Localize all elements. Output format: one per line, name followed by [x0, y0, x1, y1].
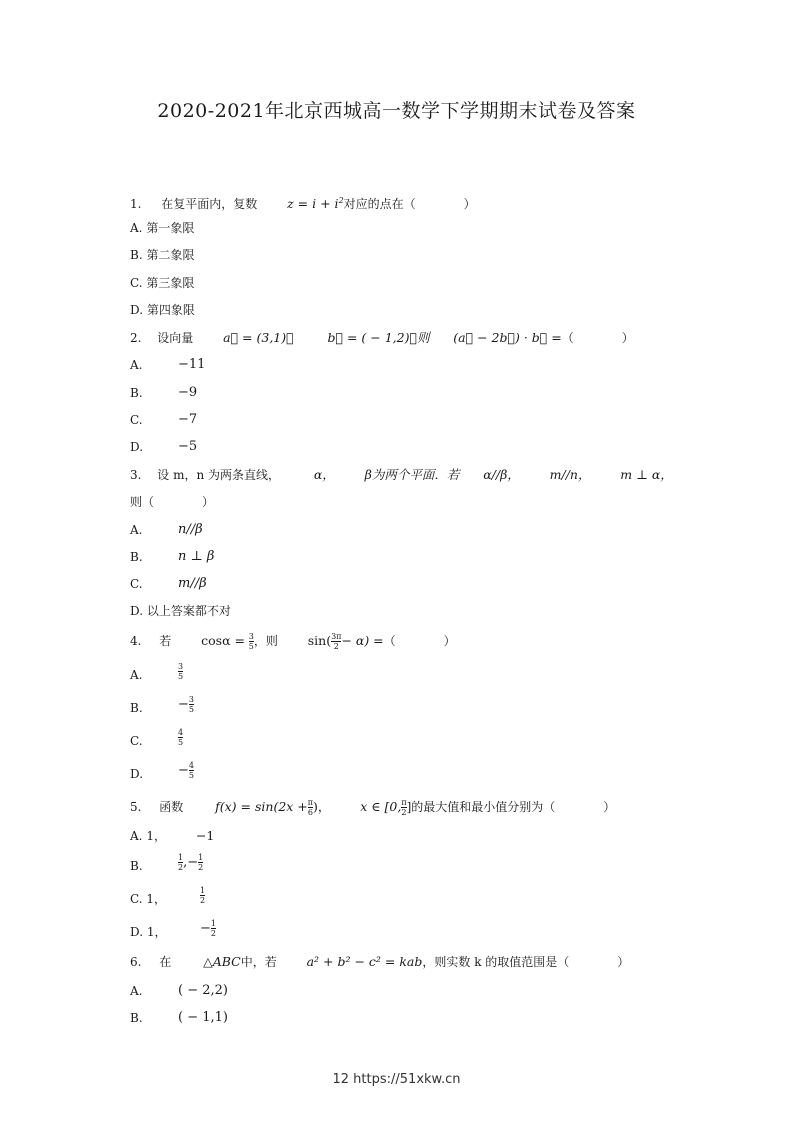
option-value	[200, 919, 216, 938]
question-number: 2.	[130, 331, 142, 345]
fraction	[178, 728, 183, 747]
option-label: D.	[130, 925, 144, 939]
option-text: −11	[178, 357, 206, 372]
option-value	[178, 728, 183, 747]
option-label: B.	[130, 1011, 143, 1025]
option-text: n ⊥ β	[178, 549, 215, 564]
denominator: 5	[178, 738, 184, 747]
math-expression: )，	[313, 799, 331, 814]
option-value	[178, 662, 183, 681]
option-a	[130, 220, 194, 236]
fraction	[211, 919, 216, 938]
option-label: D.	[130, 767, 144, 781]
option-value	[178, 761, 194, 780]
option-text: 第一象限	[146, 221, 195, 235]
option-label: C.	[130, 577, 143, 591]
numerator: 1	[198, 853, 204, 862]
option-text: ( − 1,1)	[178, 1010, 228, 1025]
numerator: 1	[178, 853, 184, 862]
sign: −	[178, 697, 189, 712]
option-value: −1	[195, 828, 215, 843]
option-c	[130, 891, 166, 907]
option-text: 第四象限	[146, 303, 195, 317]
math-expression: a⃗ = (3,1)，	[223, 330, 294, 345]
fraction	[200, 886, 205, 905]
fraction	[331, 632, 341, 651]
option-b	[130, 549, 143, 565]
denominator: 6	[307, 808, 313, 817]
option-d	[130, 766, 143, 782]
question-number: 1.	[130, 197, 142, 211]
option-text: 第三象限	[146, 276, 195, 290]
option-label: A.	[130, 984, 143, 998]
page-title: 2020-2021年北京西城高一数学下学期期末试卷及答案	[157, 100, 636, 122]
option-text: ( − 2,2)	[178, 983, 228, 998]
question-text: 函数	[159, 800, 184, 814]
denominator: 2	[200, 896, 206, 905]
option-text: −5	[178, 439, 198, 454]
math-expression: − α) =	[341, 633, 384, 648]
option-c	[130, 412, 143, 428]
question-5	[130, 798, 615, 817]
option-b	[130, 247, 194, 263]
option-b	[130, 700, 143, 716]
math-expression: α，	[313, 467, 335, 482]
question-text: 在复平面内，复数	[161, 197, 258, 211]
option-text: n//β	[178, 522, 203, 537]
option-b	[130, 1010, 143, 1026]
option-c	[130, 733, 143, 749]
option-a	[130, 522, 142, 538]
question-text: 设 m，n 为两条直线，	[157, 468, 281, 482]
question-text: 若	[159, 634, 172, 648]
option-label: D.	[130, 440, 144, 454]
numerator: π	[401, 798, 407, 807]
question-3	[130, 467, 673, 483]
fraction	[178, 662, 183, 681]
denominator: 2	[401, 808, 407, 817]
option-c	[130, 275, 194, 291]
option-label: B.	[130, 550, 143, 564]
option-label: A.	[130, 221, 143, 235]
numerator: 1	[210, 919, 216, 928]
option-b	[130, 858, 143, 874]
question-2	[130, 330, 634, 346]
question-number: 4.	[130, 634, 142, 648]
option-label: B.	[130, 859, 143, 873]
option-label: B.	[130, 386, 143, 400]
option-label: D.	[130, 604, 144, 618]
option-a	[130, 828, 214, 844]
option-label: B.	[130, 701, 143, 715]
denominator: 2	[198, 863, 204, 872]
denominator: 5	[188, 771, 194, 780]
option-label: B.	[130, 248, 143, 262]
option-label: C.	[130, 413, 143, 427]
question-6	[130, 954, 629, 970]
separator: ,−	[183, 855, 199, 870]
math-expression: (a⃗ − 2b⃗) · b⃗ =	[453, 330, 562, 345]
question-number: 5.	[130, 800, 142, 814]
denominator: 2	[333, 642, 339, 651]
option-text: m//β	[178, 576, 207, 591]
question-text: （ ）	[561, 331, 634, 345]
option-text: −9	[178, 385, 198, 400]
option-text: 第二象限	[146, 248, 195, 262]
option-label: A.	[130, 668, 143, 682]
question-text: ]的最大值和最小值分别为（ ）	[406, 800, 616, 814]
denominator: 5	[188, 705, 194, 714]
question-1	[130, 193, 476, 212]
math-expression: α//β，	[483, 467, 520, 482]
option-b	[130, 385, 143, 401]
numerator: π	[307, 798, 314, 807]
question-text: （ ）	[383, 634, 456, 648]
option-label: C.	[130, 276, 143, 290]
superscript: 2	[338, 196, 344, 205]
denominator: 2	[178, 863, 184, 872]
numerator: 3	[248, 632, 254, 641]
question-text: 则（ ）	[130, 495, 215, 509]
question-text: ，则	[253, 634, 278, 648]
option-value	[200, 886, 205, 905]
option-text: 1，	[146, 925, 167, 939]
denominator: 5	[178, 672, 184, 681]
question-text: ，则实数 k 的取值范围是（ ）	[422, 955, 630, 969]
fraction	[189, 695, 194, 714]
option-d	[130, 302, 195, 318]
sign: −	[178, 763, 189, 778]
option-d	[130, 924, 166, 940]
option-c	[130, 576, 143, 592]
question-text: 对应的点在（ ）	[343, 197, 476, 211]
numerator: 1	[200, 886, 206, 895]
option-text: 1，	[146, 892, 167, 906]
denominator: 5	[248, 642, 254, 651]
option-label: C.	[130, 892, 143, 906]
fraction	[189, 761, 194, 780]
option-value	[178, 695, 194, 714]
option-text: 1，	[146, 829, 166, 843]
numerator: 3π	[331, 632, 342, 641]
numerator: 3	[188, 695, 194, 704]
option-label: A.	[130, 523, 143, 537]
question-4	[130, 632, 456, 651]
sign: −	[200, 921, 211, 936]
page-footer: 12 https://51xkw.cn	[332, 1072, 461, 1087]
question-text: 在	[159, 955, 172, 969]
math-expression: cosα =	[201, 633, 245, 648]
math-expression: z = i + i	[287, 196, 339, 211]
option-text: 以上答案都不对	[146, 604, 231, 618]
denominator: 2	[210, 929, 216, 938]
math-expression: x ∈ [0,	[360, 799, 402, 814]
question-text: 设向量	[157, 331, 194, 345]
question-number: 6.	[130, 955, 142, 969]
option-text: −7	[178, 412, 198, 427]
math-expression: m ⊥ α，	[620, 467, 673, 482]
question-text: 中，若	[240, 955, 277, 969]
math-expression: a² + b² − c² = kab	[306, 954, 423, 969]
numerator: 4	[188, 761, 194, 770]
math-expression: △ABC	[203, 954, 241, 969]
math-expression: m//n，	[549, 467, 591, 482]
option-a	[130, 667, 142, 683]
question-3-continued	[130, 494, 214, 510]
question-number: 3.	[130, 468, 142, 482]
option-value	[178, 853, 203, 872]
math-expression: b⃗ = ( − 1,2)，则	[327, 330, 430, 345]
math-expression: β为两个平面．若	[364, 467, 460, 482]
option-label: A.	[130, 358, 143, 372]
numerator: 4	[178, 728, 184, 737]
option-label: A.	[130, 829, 143, 843]
math-expression: f(x) = sin(2x +	[215, 799, 308, 814]
fraction	[198, 853, 203, 872]
option-a	[130, 357, 142, 373]
option-label: D.	[130, 303, 144, 317]
option-a	[130, 983, 142, 999]
numerator: 3	[178, 662, 184, 671]
math-expression: sin(	[307, 633, 332, 648]
option-d	[130, 603, 231, 619]
option-d	[130, 439, 143, 455]
option-label: C.	[130, 734, 143, 748]
